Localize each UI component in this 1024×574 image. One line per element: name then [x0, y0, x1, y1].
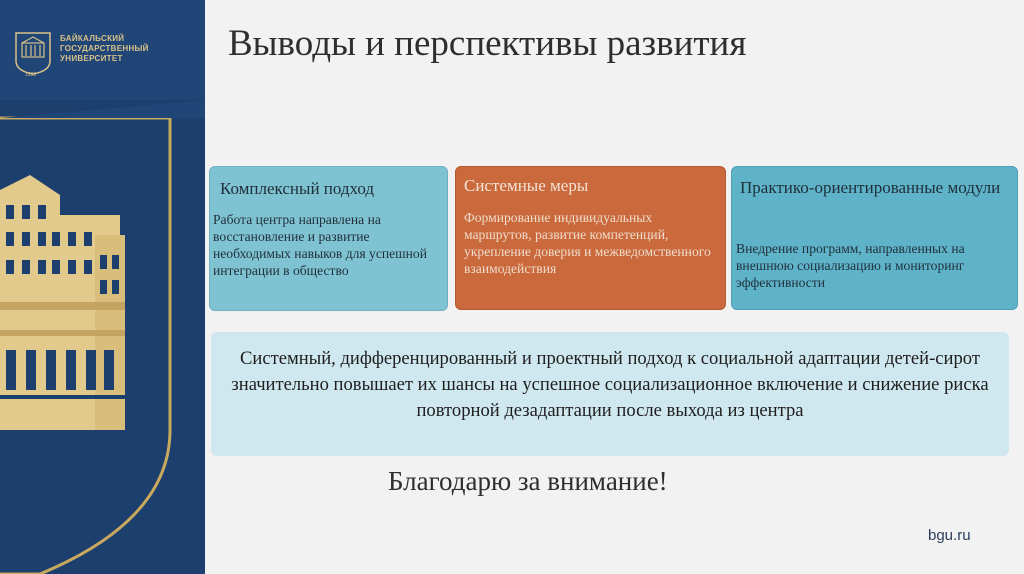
- card-heading: Практико-ориентированные модули: [740, 178, 1001, 197]
- university-name-line: УНИВЕРСИТЕТ: [60, 54, 123, 63]
- logo-year: 1930: [25, 72, 37, 78]
- summary-box: [211, 332, 1009, 456]
- card-complex-approach: [209, 166, 448, 311]
- card-heading: Комплексный подход: [220, 179, 375, 198]
- site-url: bgu.ru: [928, 527, 971, 544]
- card-system-measures: [455, 166, 726, 310]
- university-name-line: ГОСУДАРСТВЕННЫЙ: [60, 44, 149, 53]
- university-logo-icon: [14, 31, 52, 75]
- card-practice-modules: [731, 166, 1018, 310]
- university-name: [60, 34, 200, 64]
- card-body: Работа центра направлена на восстановление и развитие необходимых навыков для успешной интеграции в общество: [213, 212, 428, 278]
- building-illustration: [0, 0, 205, 574]
- thanks-text: Благодарю за внимание!: [388, 466, 668, 496]
- card-heading: Системные меры: [464, 176, 589, 195]
- slide-title: Выводы и перспективы развития: [228, 23, 747, 64]
- card-body: Внедрение программ, направленных на внешнюю социализацию и мониторинг эффективности: [736, 241, 965, 290]
- card-body: Формирование индивидуальных маршрутов, развитие компетенций, укрепление доверия и межведомственного взаимодействия: [464, 210, 711, 276]
- summary-text: Системный, дифференцированный и проектный подход к социальной адаптации детей-сирот значительно повышает их шансы на успешное социализационное включение и снижение риска повторной дезадаптации после выхода из центра: [231, 348, 989, 421]
- sidebar-panel: [0, 0, 205, 574]
- university-name-line: БАЙКАЛЬСКИЙ: [60, 34, 125, 43]
